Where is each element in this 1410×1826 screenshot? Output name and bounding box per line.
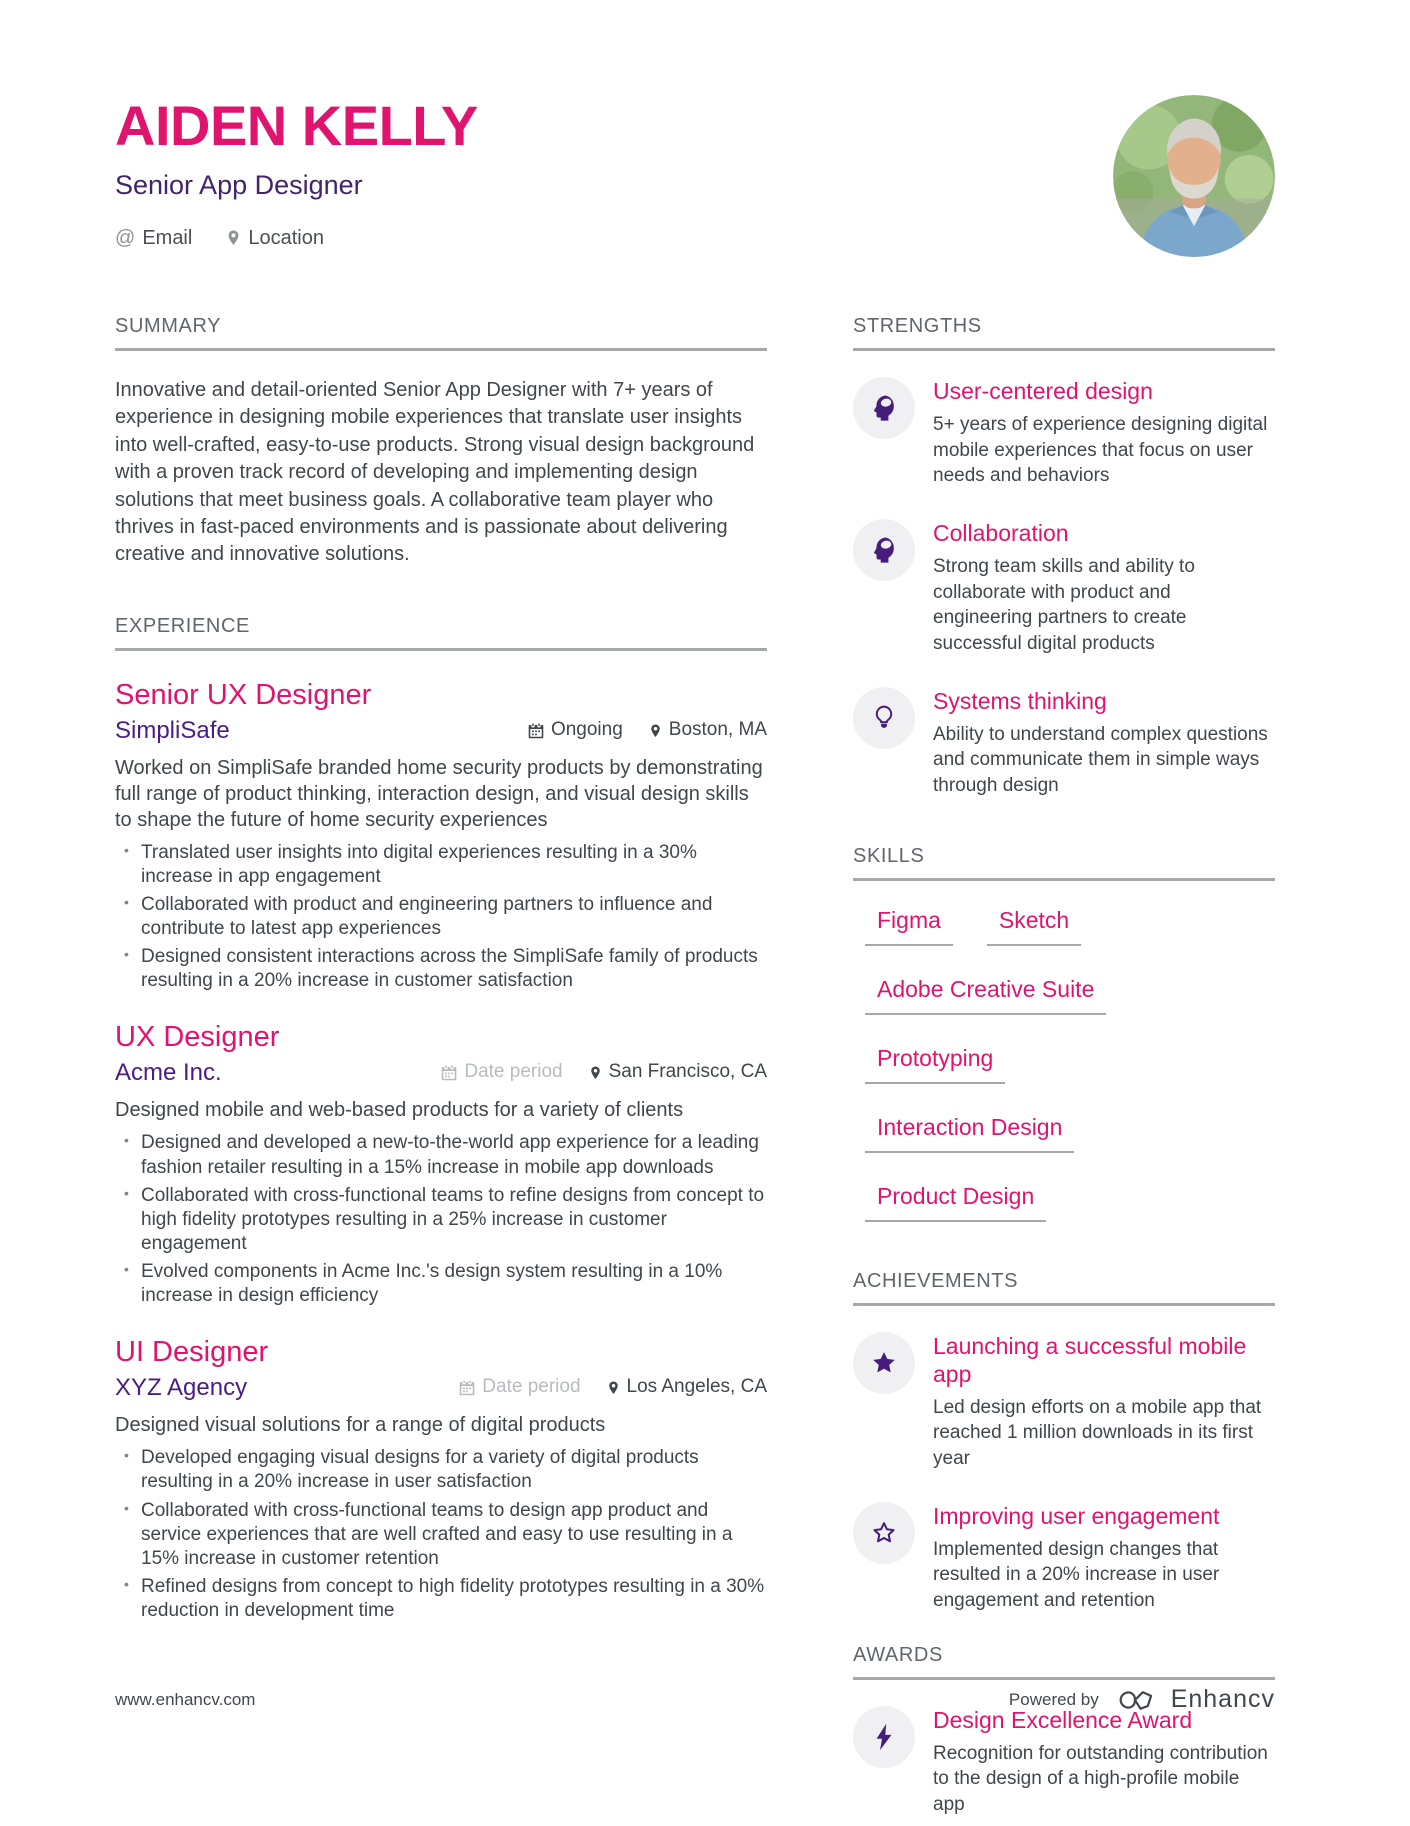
date-range (528, 719, 623, 741)
job-bullet: • Evolved components in Acme Inc.'s design system resulting in a 10% increase in design efficiency (115, 1260, 767, 1308)
person-job-title: Senior App Designer (115, 169, 363, 200)
skills-heading: SKILLS (853, 845, 1275, 881)
calendar-icon (528, 723, 544, 739)
location-field[interactable] (226, 227, 324, 250)
calendar-icon (459, 1380, 475, 1396)
location-pin-icon (649, 723, 662, 739)
person-name: AIDEN KELLY (115, 94, 478, 157)
email-field[interactable] (115, 227, 192, 250)
awards-heading: AWARDS (853, 1644, 1275, 1680)
at-icon: @ (115, 227, 136, 250)
job-meta (459, 1376, 767, 1398)
strength-title: Collaboration (933, 519, 1069, 546)
job-bullet-list (115, 1446, 767, 1623)
award-body (933, 1706, 1275, 1818)
job-description: Worked on SimpliSafe branded home security products by demonstrating full range of product thinking, interaction design, and visual design skills to shape the future of home security experiences (115, 756, 763, 831)
strength-text: 5+ years of experience designing digital mobile experiences that focus on user needs and behaviors (933, 414, 1268, 487)
profile-photo-illustration (1113, 95, 1275, 257)
date-text: Date period (464, 1061, 563, 1083)
company-name: SimpliSafe (115, 716, 230, 744)
job-bullet: • Refined designs from concept to high fidelity prototypes resulting in a 30% reduction in development time (115, 1575, 767, 1623)
strength-item (853, 687, 1275, 799)
powered-by (1009, 1685, 1275, 1714)
job-company-row (115, 1374, 767, 1402)
achievement-item (853, 1502, 1275, 1614)
job-bullet: • Translated user insights into digital experiences resulting in a 30% increase in app engagement (115, 841, 767, 889)
job-company-row (115, 1059, 767, 1087)
job-bullet: • Collaborated with product and engineering partners to influence and contribute to latest app experiences (115, 893, 767, 941)
experience-heading: EXPERIENCE (115, 615, 767, 651)
summary-section (115, 315, 767, 569)
achievements-heading: ACHIEVEMENTS (853, 1270, 1275, 1306)
footer (115, 1685, 1275, 1714)
head-brain-icon (853, 377, 915, 439)
avatar (1113, 95, 1275, 257)
header (115, 94, 1275, 257)
company-name: XYZ Agency (115, 1374, 248, 1402)
email-label: Email (142, 226, 193, 249)
skill-item: Product Design (865, 1183, 1046, 1222)
main-columns (115, 315, 1275, 1826)
strength-body (933, 519, 1275, 657)
achievement-title: Launching a successful mobile app (933, 1332, 1247, 1387)
location-text: Boston, MA (668, 718, 767, 740)
skill-item: Sketch (987, 907, 1081, 946)
experience-entry (115, 1336, 767, 1623)
experience-entry (115, 1021, 767, 1308)
skill-item: Interaction Design (865, 1114, 1074, 1153)
job-bullet: • Collaborated with cross-functional teams to refine designs from concept to high fidelity prototypes resulting in a 25% increase in customer engagement (115, 1184, 767, 1256)
lightbulb-icon (853, 687, 915, 749)
summary-text: Innovative and detail-oriented Senior App Designer with 7+ years of experience in designing mobile experiences that translate user insights into well-crafted, easy-to-use products. Strong visual design background with a proven track record of developing and implementing design solutions that meet business goals. A collaborative team player who thrives in fast-paced environments and is passionate about delivering creative and innovative solutions. (115, 379, 755, 566)
website-link[interactable]: www.enhancv.com (115, 1689, 256, 1709)
date-range (459, 1376, 580, 1398)
job-location (589, 1061, 767, 1083)
date-text: Date period (482, 1376, 581, 1398)
skill-item: Figma (865, 907, 953, 946)
contact-row (115, 227, 478, 250)
location-pin-icon (589, 1065, 602, 1081)
job-bullet-list (115, 1131, 767, 1308)
experience-section (115, 615, 767, 1624)
award-text: Recognition for outstanding contribution to the design of a high-profile mobile app (933, 1742, 1268, 1815)
job-bullet-list (115, 841, 767, 994)
right-column (853, 315, 1275, 1826)
achievement-item (853, 1332, 1275, 1472)
job-title: UI Designer (115, 1336, 269, 1369)
strength-title: User-centered design (933, 378, 1153, 404)
location-pin-icon (226, 229, 241, 247)
head-brain-icon (853, 519, 915, 581)
strength-item (853, 519, 1275, 657)
job-bullet: • Designed and developed a new-to-the-world app experience for a leading fashion retailer resulting in a 15% increase in mobile app downloads (115, 1131, 767, 1179)
achievement-text: Implemented design changes that resulted in a 20% increase in user engagement and retention (933, 1538, 1220, 1611)
enhancv-logo-icon (1113, 1687, 1157, 1713)
job-bullet: • Designed consistent interactions across the SimpliSafe family of products resulting in a 20% increase in customer satisfaction (115, 945, 767, 993)
strength-title: Systems thinking (933, 687, 1107, 714)
skill-item: Prototyping (865, 1045, 1005, 1084)
left-column (115, 315, 767, 1826)
achievements-section (853, 1270, 1275, 1614)
star-filled-icon (853, 1332, 915, 1394)
star-outline-icon (853, 1502, 915, 1564)
summary-heading: SUMMARY (115, 315, 767, 351)
strengths-heading: STRENGTHS (853, 315, 1275, 351)
job-description: Designed visual solutions for a range of digital products (115, 1414, 606, 1437)
location-pin-icon (607, 1380, 620, 1396)
date-range (441, 1061, 562, 1083)
strength-body (933, 377, 1275, 489)
achievement-body (933, 1502, 1275, 1614)
award-title: Design Excellence Award (933, 1706, 1193, 1733)
achievement-body (933, 1332, 1275, 1472)
job-bullet: • Collaborated with cross-functional teams to design app product and service experiences that are well crafted and easy to use resulting in a 15% increase in customer retention (115, 1499, 767, 1571)
skill-item: Adobe Creative Suite (865, 976, 1106, 1015)
powered-by-label: Powered by (1008, 1689, 1099, 1709)
location-text: Los Angeles, CA (626, 1376, 767, 1398)
skills-list (853, 907, 1275, 1252)
awards-section (853, 1644, 1275, 1818)
experience-entry (115, 679, 767, 994)
enhancv-wordmark: Enhancv (1170, 1685, 1275, 1713)
job-title: Senior UX Designer (115, 678, 372, 711)
strengths-section (853, 315, 1275, 799)
achievement-title: Improving user engagement (933, 1502, 1220, 1529)
job-location (649, 719, 767, 741)
location-text: San Francisco, CA (608, 1061, 767, 1083)
award-item (853, 1706, 1275, 1818)
location-label: Location (248, 226, 324, 249)
achievement-text: Led design efforts on a mobile app that reached 1 million downloads in its first year (933, 1396, 1262, 1469)
strength-item (853, 377, 1275, 489)
job-title: UX Designer (115, 1021, 280, 1054)
date-text: Ongoing (550, 718, 623, 740)
strength-text: Strong team skills and ability to collaborate with product and engineering partners to create successful digital products (933, 556, 1195, 654)
job-meta (528, 719, 767, 741)
job-meta (441, 1061, 767, 1083)
skills-section (853, 845, 1275, 1252)
calendar-icon (441, 1065, 457, 1081)
strength-body (933, 687, 1275, 799)
header-text (115, 94, 478, 250)
job-location (607, 1376, 767, 1398)
job-company-row (115, 717, 767, 745)
job-bullet: • Developed engaging visual designs for a variety of digital products resulting in a 20% increase in user satisfaction (115, 1446, 767, 1494)
lightning-icon (853, 1706, 915, 1768)
job-description: Designed mobile and web-based products for a variety of clients (115, 1099, 684, 1122)
strength-text: Ability to understand complex questions and communicate them in simple ways through design (933, 723, 1268, 796)
company-name: Acme Inc. (115, 1059, 222, 1087)
